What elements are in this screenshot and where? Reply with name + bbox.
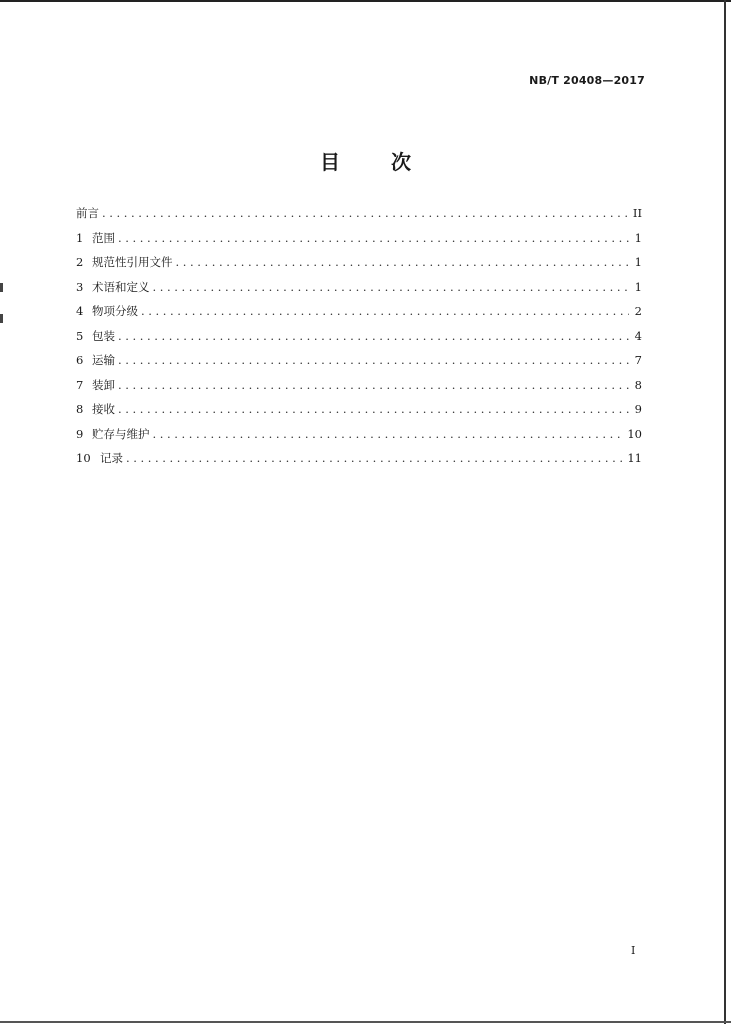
toc-leader-dots: [118, 378, 629, 392]
toc-entry-page: 2: [634, 304, 642, 318]
toc-entry-page: 10: [627, 426, 642, 441]
toc-leader-dots: [153, 280, 630, 294]
toc-entry-page: 9: [634, 402, 642, 416]
toc-entry-packaging[interactable]: [76, 329, 642, 354]
toc-entry-number: 3: [76, 279, 84, 294]
toc-leader-dots: [118, 231, 629, 245]
toc-entry-scope[interactable]: [76, 231, 642, 256]
toc-entry-page: 1: [634, 255, 642, 269]
toc-leader-dots: [118, 329, 629, 343]
toc-entry-number: 10: [76, 451, 91, 465]
toc-entry-number: 6: [76, 353, 84, 367]
toc-leader-dots: [153, 427, 623, 441]
toc-entry-title: 前言: [76, 206, 99, 220]
toc-entry-page: II: [632, 206, 642, 220]
toc-entry-item-classification[interactable]: [76, 304, 642, 329]
toc-entry-title: 包装: [92, 328, 115, 343]
toc-entry-page: 7: [634, 353, 642, 367]
toc-entry-number: 5: [76, 328, 84, 343]
toc-entry-title: 运输: [92, 353, 115, 367]
toc-entry-number: 8: [76, 402, 84, 416]
page-number: I: [631, 944, 636, 957]
scan-edge-top: [0, 0, 731, 2]
toc-leader-dots: [118, 353, 629, 367]
toc-entry-foreword[interactable]: [76, 206, 642, 231]
toc-entry-page: 8: [634, 377, 642, 392]
toc-entry-page: 11: [627, 451, 642, 465]
toc-entry-number: 2: [76, 255, 84, 269]
toc-entry-title: 术语和定义: [92, 279, 150, 294]
toc-entry-records[interactable]: [76, 451, 642, 476]
toc-leader-dots: [176, 255, 630, 269]
standard-code: NB/T 20408—2017: [529, 74, 645, 87]
toc-entry-page: 1: [634, 230, 642, 245]
toc-leader-dots: [141, 304, 629, 318]
toc-entry-receiving[interactable]: [76, 402, 642, 427]
toc-leader-dots: [126, 451, 622, 465]
toc-entry-number: 4: [76, 304, 84, 318]
toc-entry-page: 4: [634, 328, 642, 343]
toc-entry-title: 记录: [100, 451, 123, 465]
scan-edge-bottom: [0, 1021, 731, 1023]
toc-entry-title: 范围: [92, 230, 115, 245]
toc-entry-transportation[interactable]: [76, 353, 642, 378]
table-of-contents: [76, 206, 642, 476]
toc-entry-page: 1: [634, 279, 642, 294]
toc-entry-handling[interactable]: [76, 378, 642, 403]
toc-entry-title: 装卸: [92, 377, 115, 392]
toc-entry-title: 物项分级: [92, 304, 138, 318]
scan-mark: [0, 314, 3, 323]
toc-leader-dots: [102, 206, 628, 220]
toc-entry-storage-maintenance[interactable]: [76, 427, 642, 452]
toc-entry-title: 贮存与维护: [92, 426, 150, 441]
toc-leader-dots: [118, 402, 629, 416]
toc-entry-number: 7: [76, 377, 84, 392]
page-title: 目 次: [320, 150, 433, 174]
toc-entry-terms-definitions[interactable]: [76, 280, 642, 305]
toc-entry-number: 1: [76, 230, 84, 245]
toc-entry-number: 9: [76, 426, 84, 441]
toc-entry-title: 规范性引用文件: [92, 255, 173, 269]
toc-entry-normative-references[interactable]: [76, 255, 642, 280]
toc-entry-title: 接收: [92, 402, 115, 416]
scan-mark: [0, 283, 3, 292]
